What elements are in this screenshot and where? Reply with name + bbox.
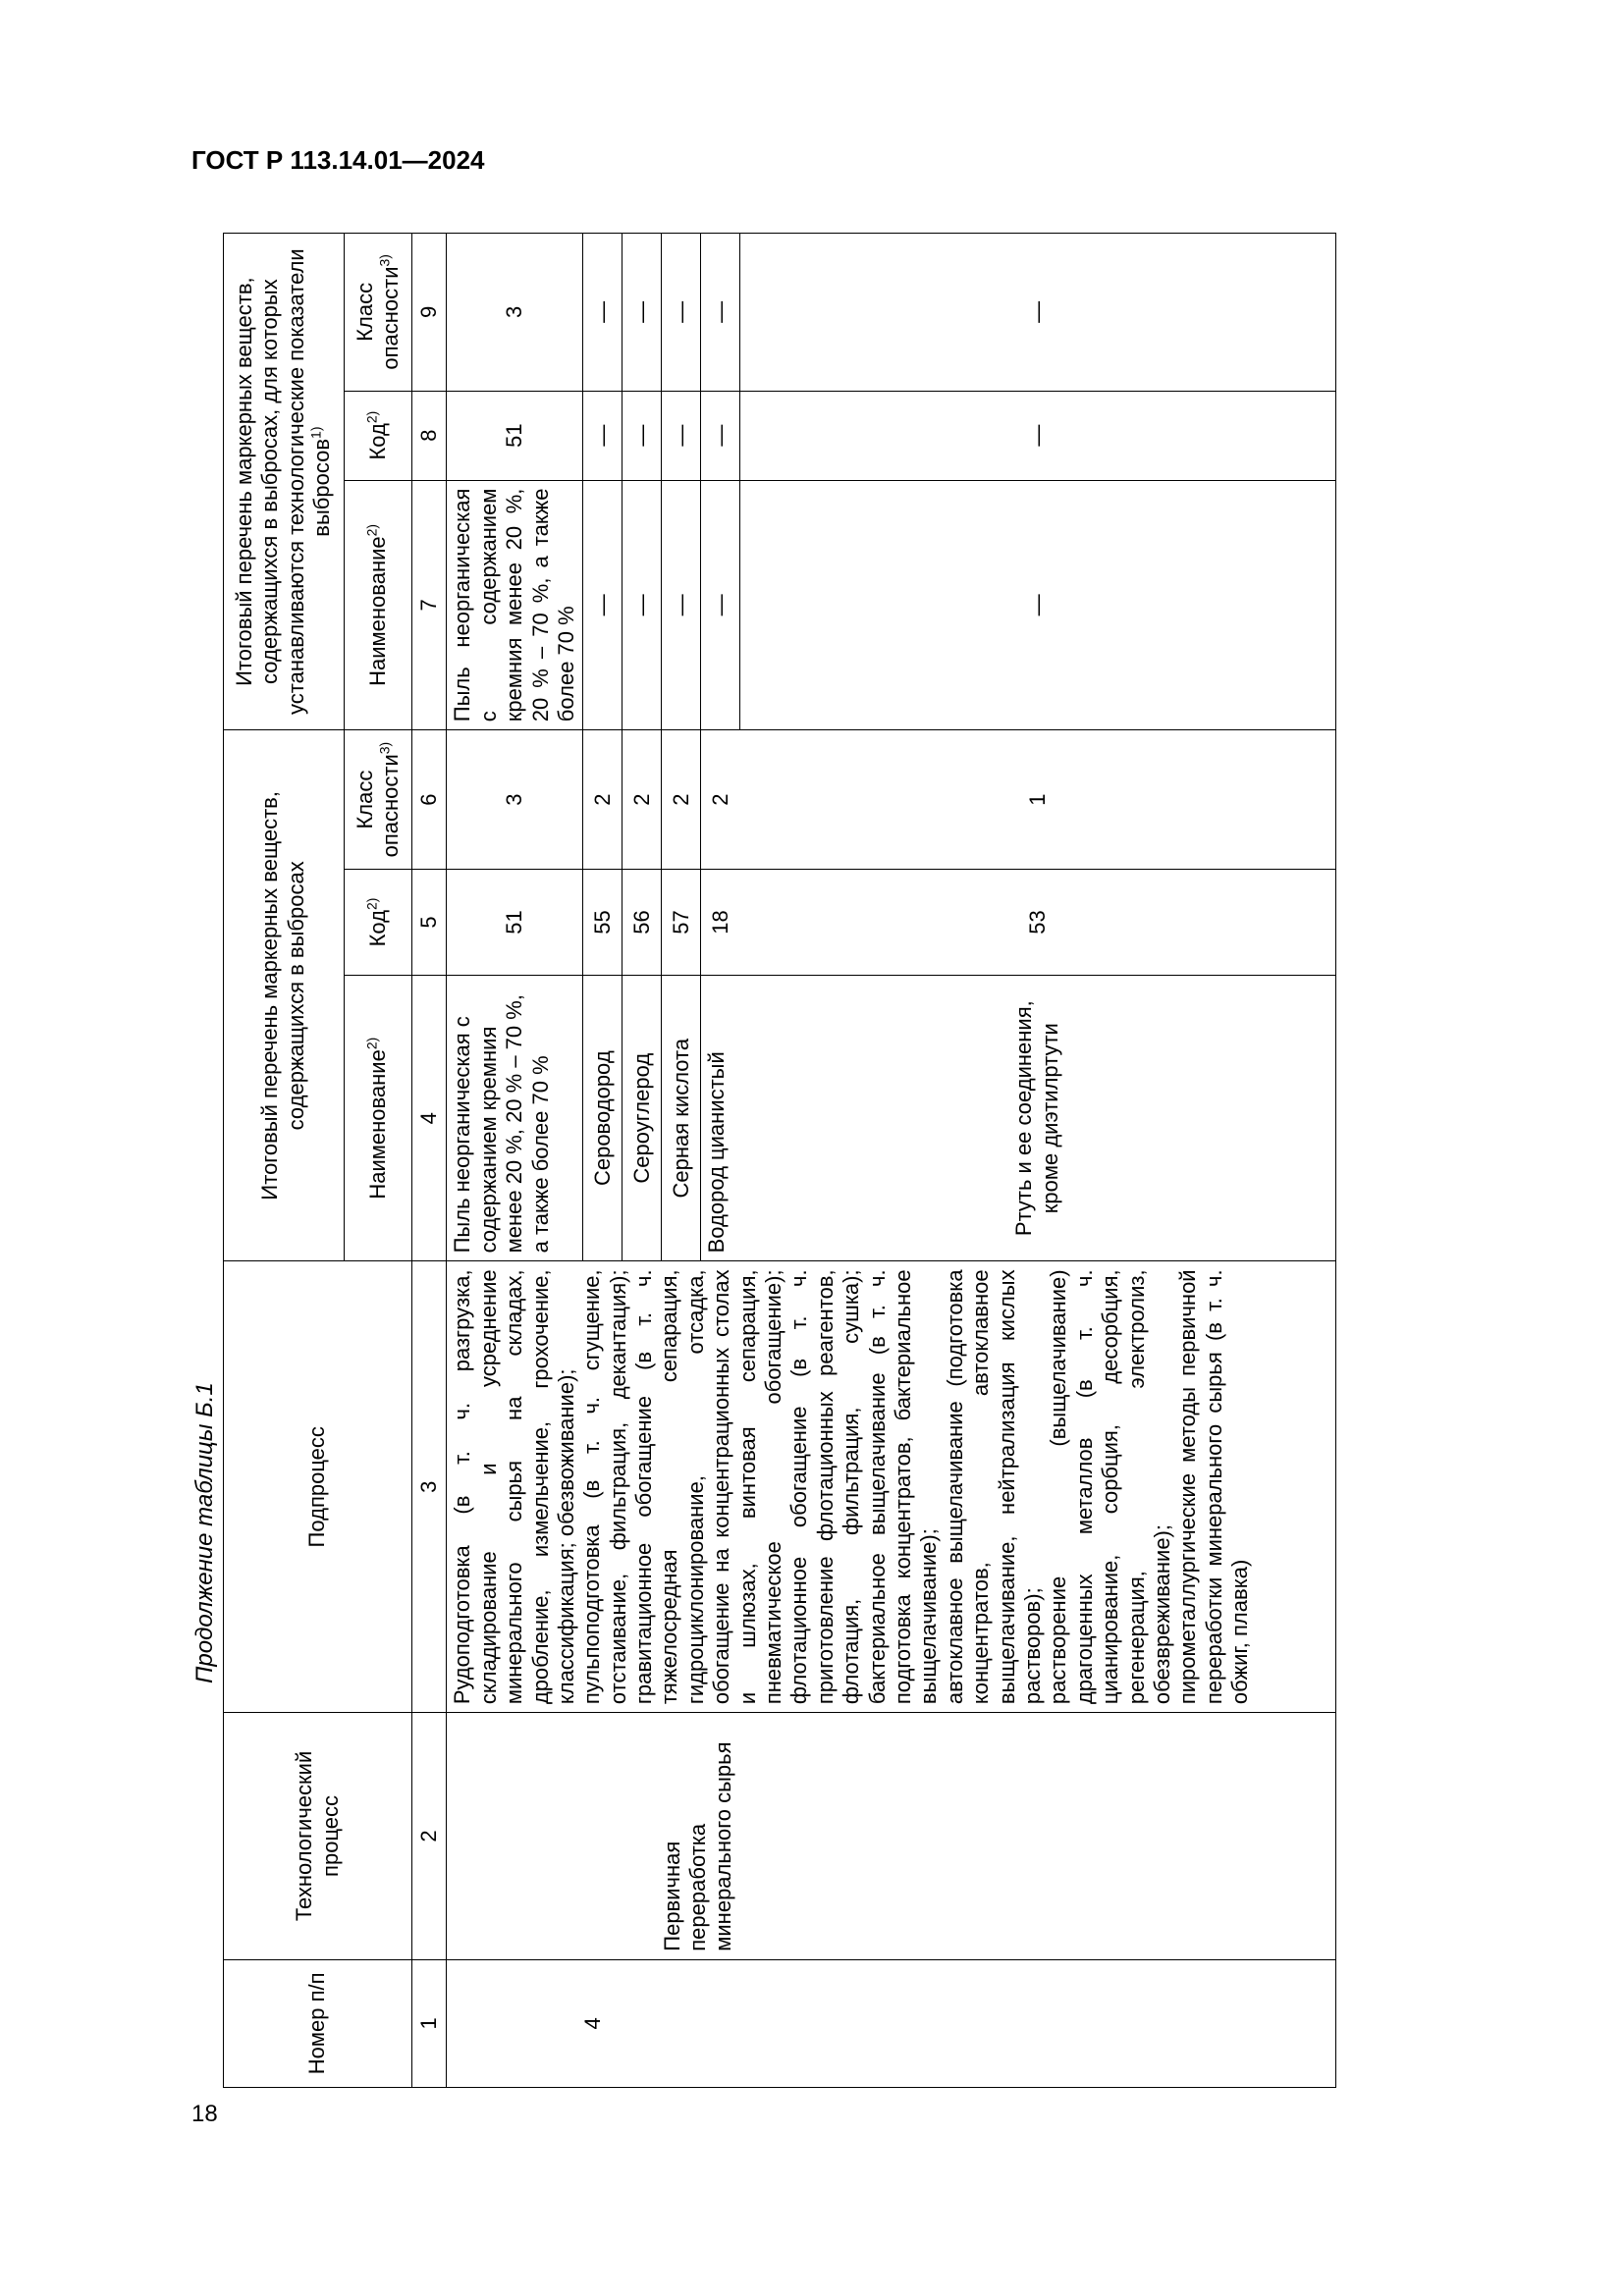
subprocess-item: пирометаллургические методы первичной переработки минерального сырья (в т. ч. обжиг, плавка): [1175, 1269, 1253, 1705]
column-number: 7: [412, 480, 447, 730]
indicator-name: —: [623, 480, 662, 730]
page-number: 18: [191, 2101, 218, 2127]
header-hazard: Класс опасности$^{3)}$: [344, 730, 412, 870]
indicator-name: —: [701, 480, 740, 730]
indicator-code: —: [740, 391, 1336, 480]
substance-hazard: 1: [740, 730, 1336, 870]
indicator-hazard: —: [701, 234, 740, 392]
indicator-name: Пыль неорганическая с содержанием кремния менее 20 %, 20 % – 70 %, а также более 70 %: [447, 480, 583, 730]
rotated-table-area: [223, 233, 1499, 2088]
table-row: [740, 234, 1336, 2088]
substance-code: 57: [662, 869, 701, 975]
header-subprocess: Подпроцесс: [224, 1261, 412, 1713]
document-code: ГОСТ Р 113.14.01—2024: [191, 145, 485, 175]
substance-code: 56: [623, 869, 662, 975]
header-code: Код$^{2)}$: [344, 869, 412, 975]
substance-name: Серная кислота: [662, 975, 701, 1260]
indicator-name: —: [583, 480, 623, 730]
indicator-code: —: [662, 391, 701, 480]
substance-hazard: 2: [583, 730, 623, 870]
table-caption: Продолжение таблицы Б.1: [191, 1382, 218, 1683]
substance-name: Сероуглерод: [623, 975, 662, 1260]
substance-code: 53: [740, 869, 1336, 975]
substance-name: Сероводород: [583, 975, 623, 1260]
indicator-hazard: —: [623, 234, 662, 392]
column-number: 6: [412, 730, 447, 870]
header-process: Технологический процесс: [224, 1713, 412, 1960]
header-ind-name: Наименование$^{2)}$: [344, 480, 412, 730]
indicator-hazard: —: [740, 234, 1336, 392]
column-number: 3: [412, 1261, 447, 1713]
process-cell: [447, 1713, 740, 1960]
substance-code: 55: [583, 869, 623, 975]
indicator-hazard: —: [583, 234, 623, 392]
process-cell-cont: [740, 1713, 1336, 1960]
header-group-indicators: Итоговый перечень маркерных веществ, содержащихся в выбросах, для которых устанавливаются технологические показатели выбросов$^{1)}$: [224, 234, 345, 730]
row-number-cell-cont: [740, 1959, 1336, 2087]
substance-name: Пыль неорганическая с содержанием кремния менее 20 %, 20 % – 70 %, а также более 70 %: [447, 975, 583, 1260]
subprocess-cell: [447, 1261, 1335, 1713]
column-number: 8: [412, 391, 447, 480]
indicator-code: —: [701, 391, 740, 480]
substance-hazard: 2: [662, 730, 701, 870]
header-num: Номер п/п: [224, 1959, 412, 2087]
column-number: 5: [412, 869, 447, 975]
indicator-hazard: —: [662, 234, 701, 392]
substance-code: 18: [701, 869, 740, 975]
substance-hazard: 2: [623, 730, 662, 870]
indicator-code: —: [583, 391, 623, 480]
column-number: 2: [412, 1713, 447, 1960]
column-number: 9: [412, 234, 447, 392]
substance-name: Водород цианистый: [701, 975, 740, 1260]
row-number: 4: [580, 2017, 606, 2030]
header-name: Наименование$^{2)}$: [344, 975, 412, 1260]
header-group-emissions: Итоговый перечень маркерных веществ, содержащихся в выбросах: [224, 730, 345, 1261]
process-name: Первичная переработка минерального сырья: [659, 1741, 736, 1951]
subprocess-item: автоклавное выщелачивание (подготовка концентратов, автоклавное выщелачивание, нейтрализация кислых растворов);: [942, 1269, 1045, 1705]
subprocess-item: пульпоподготовка (в т. ч. сгущение, отстаивание, фильтрация, декантация); гравитационное обогащение (в т. ч. тяжелосредная сепарация, гидроциклонирование, отсадка, обогащение на концентрационных столах и шлюзах, винтовая сепарация, пневматическое обогащение); флотационное обогащение (в т. ч. приготовление флотационных реагентов, флотация, фильтрация, сушка); бактериальное выщелачивание (в т. ч. подготовка концентратов, бактериальное выщелачивание);: [579, 1269, 942, 1705]
column-number: 1: [412, 1959, 447, 2087]
indicator-name: —: [740, 480, 1336, 730]
marker-substances-table: [223, 233, 1336, 2088]
substance-name: Ртуть и ее соединения, кроме диэтилртути: [740, 975, 1336, 1260]
indicator-hazard: 3: [447, 234, 583, 392]
indicator-code: 51: [447, 391, 583, 480]
substance-hazard: 3: [447, 730, 583, 870]
header-ind-hazard: Класс опасности$^{3)}$: [344, 234, 412, 392]
subprocess-item: Рудоподготовка (в т. ч. разгрузка, складирование и усреднение минерального сырья на складах, дробление, измельчение, грохочение, классификация; обезвоживание);: [450, 1269, 578, 1705]
header-ind-code: Код$^{2)}$: [344, 391, 412, 480]
table-row: [447, 234, 583, 2088]
indicator-code: —: [623, 391, 662, 480]
row-number-cell: [447, 1959, 740, 2087]
column-number: 4: [412, 975, 447, 1260]
substance-code: 51: [447, 869, 583, 975]
indicator-name: —: [662, 480, 701, 730]
subprocess-item: растворение (выщелачивание) драгоценных металлов (в т. ч. цианирование, сорбция, десорбция, регенерация, электролиз, обезвреживание);: [1046, 1269, 1174, 1705]
substance-hazard: 2: [701, 730, 740, 870]
